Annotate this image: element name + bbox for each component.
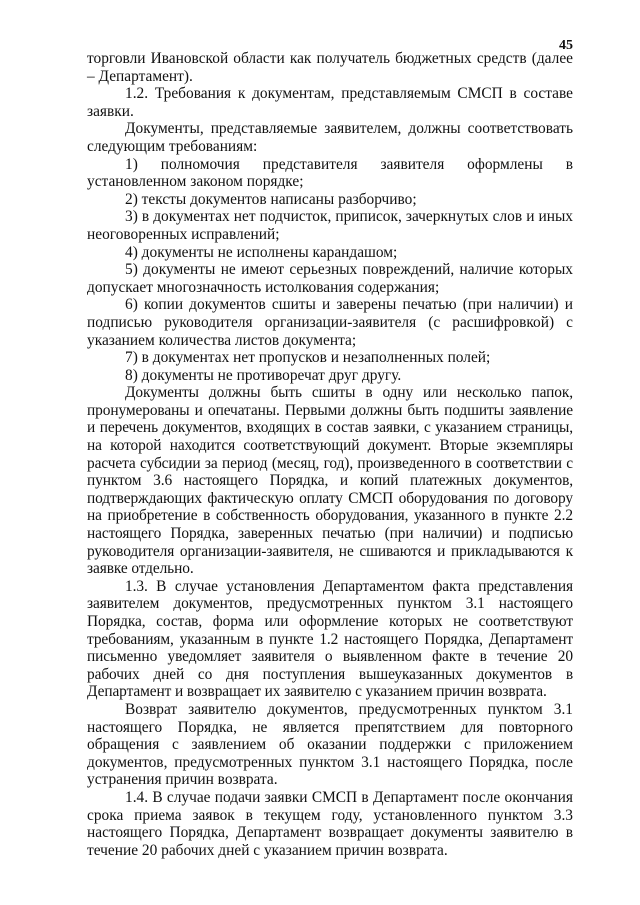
- paragraph: Документы должны быть сшиты в одну или несколько папок, пронумерованы и опечатаны. Первыми должны быть подшиты заявление и перечень документов, входящих в состав заявки, с указанием страницы, на которой находится соответствующий документ. Вторые экземпляры расчета субсидии за период (месяц, год), произведенного в соответствии с пунктом 3.6 настоящего Порядка, и копий платежных документов, подтверждающих фактическую оплату СМСП оборудования по договору на приобретение в собственность оборудования, указанного в пункте 2.2 настоящего Порядка, заверенных печатью (при наличии) и подписью руководителя организации-заявителя, не сшиваются и прикладываются к заявке отдельно.: [87, 384, 573, 578]
- list-item: 6) копии документов сшиты и заверены печатью (при наличии) и подписью руководителя организации-заявителя (с расшифровкой) с указанием количества листов документа;: [87, 296, 573, 349]
- list-item: 3) в документах нет подчисток, приписок, зачеркнутых слов и иных неоговоренных исправлений;: [87, 208, 573, 243]
- paragraph: торговли Ивановской области как получатель бюджетных средств (далее – Департамент).: [87, 50, 573, 85]
- paragraph: Документы, представляемые заявителем, должны соответствовать следующим требованиям:: [87, 120, 573, 155]
- list-item: 2) тексты документов написаны разборчиво;: [125, 190, 417, 208]
- document-body: [87, 50, 573, 859]
- list-item: 5) документы не имеют серьезных повреждений, наличие которых допускает многозначность истолкования содержания;: [87, 261, 573, 296]
- list-item: 1) полномочия представителя заявителя оформлены в установленном законом порядке;: [87, 155, 573, 191]
- list-item: 7) в документах нет пропусков и незаполненных полей;: [125, 349, 491, 367]
- paragraph: 1.4. В случае подачи заявки СМСП в Департамент после окончания срока приема заявок в текущем году, установленного пунктом 3.3 настоящего Порядка, Департамент возвращает документы заявителю в течение 20 рабочих дней с указанием причин возврата.: [87, 788, 573, 859]
- list-item: 8) документы не противоречат друг другу.: [125, 366, 402, 384]
- paragraph: Возврат заявителю документов, предусмотренных пунктом 3.1 настоящего Порядка, не является препятствием для повторного обращения с заявлением об оказании поддержки с приложением документов, предусмотренных пунктом 3.1 настоящего Порядка, после устранения причин возврата.: [87, 700, 573, 789]
- list-item: 4) документы не исполнены карандашом;: [125, 243, 398, 261]
- page-number: 45: [559, 38, 573, 53]
- paragraph: 1.3. В случае установления Департаментом факта представления заявителем документов, предусмотренных пунктом 3.1 настоящего Порядка, состав, форма или оформление которых не соответствуют требованиям, указанным в пункте 1.2 настоящего Порядка, Департамент письменно уведомляет заявителя о выявленном факте в течение 20 рабочих дней со дня поступления вышеуказанных документов в Департамент и возвращает их заявителю с указанием причин возврата.: [87, 577, 573, 701]
- paragraph: 1.2. Требования к документам, представляемым СМСП в составе заявки.: [87, 85, 573, 120]
